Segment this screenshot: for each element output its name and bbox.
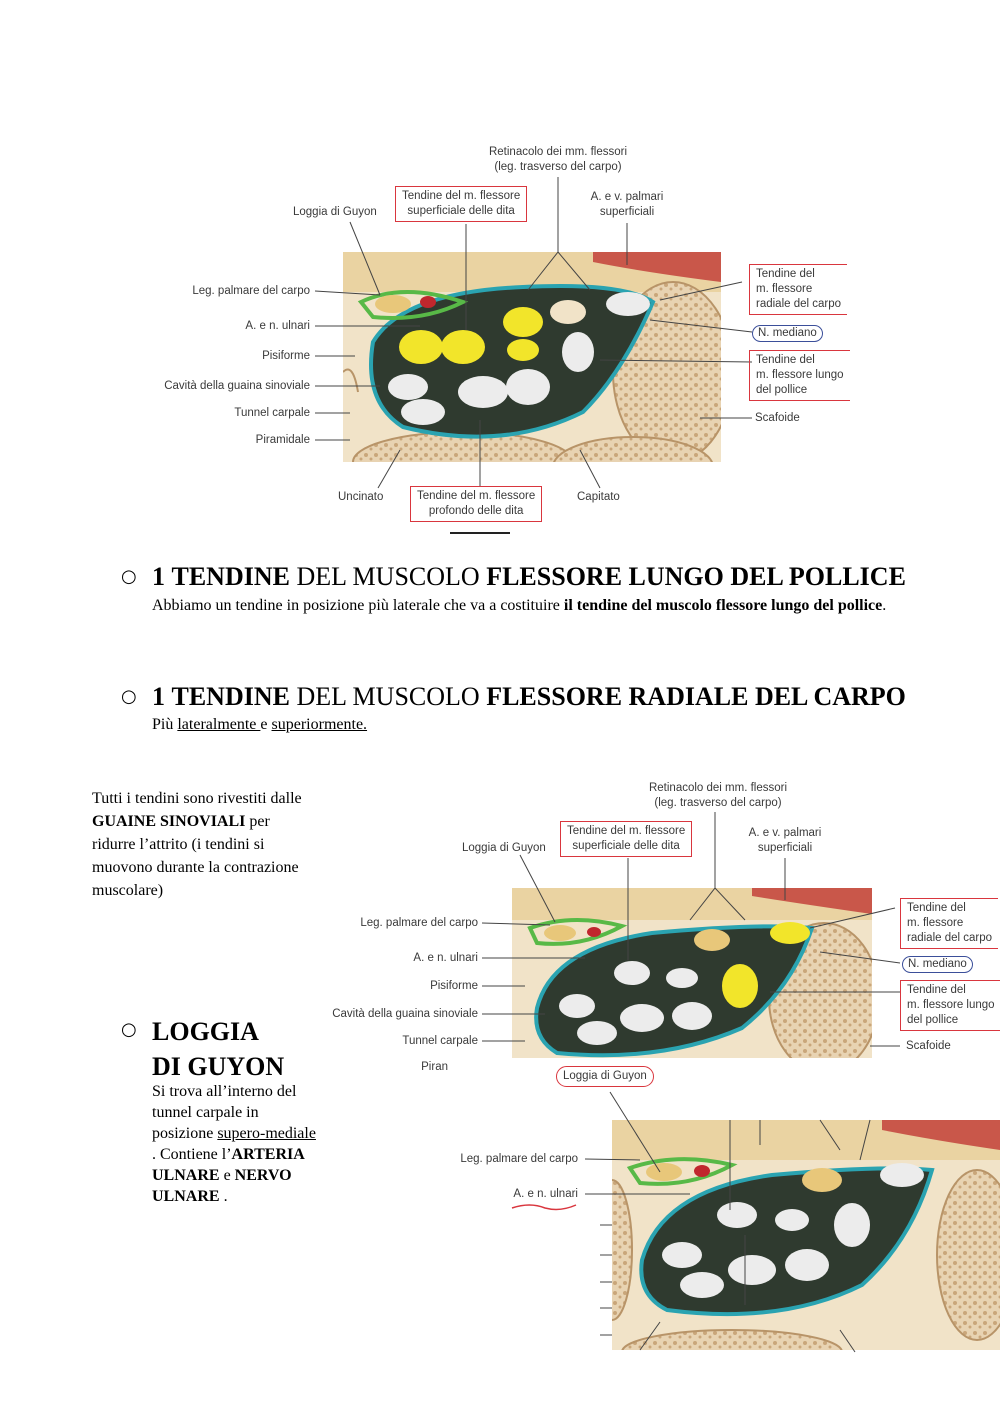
- label-n-mediano: N. mediano: [902, 956, 973, 973]
- label-av-palmari: [740, 826, 830, 856]
- label-tendine-radiale: [900, 898, 998, 949]
- label-line: superficiali: [757, 842, 813, 854]
- label-cavita: Cavità della guaina sinoviale: [164, 380, 310, 392]
- label-line: superficiale delle dita: [572, 840, 680, 852]
- label-scafoide: Scafoide: [906, 1040, 951, 1052]
- label-line: m. flessore lungo: [907, 999, 995, 1011]
- label-leg-palmare: Leg. palmare del carpo: [360, 917, 478, 929]
- label-loggia-guyon: Loggia di Guyon: [293, 206, 377, 218]
- body-text: e: [260, 716, 272, 733]
- label-line: A. e v. palmari: [748, 827, 822, 839]
- label-tendine-superficiale: [560, 821, 692, 857]
- label-tendine-radiale: [749, 264, 847, 315]
- label-line: Retinacolo dei mm. flessori: [648, 782, 788, 794]
- heading-bold: TENDINE: [171, 562, 290, 591]
- label-tunnel: Tunnel carpale: [402, 1035, 478, 1047]
- label-line: (leg. trasverso del carpo): [494, 161, 622, 173]
- label-line: radiale del carpo: [907, 932, 993, 944]
- body-underline: lateralmente: [177, 716, 261, 733]
- label-line: Tendine del: [756, 268, 815, 280]
- label-line: m. flessore: [756, 283, 813, 295]
- figure-1: [0, 0, 1000, 545]
- label-ae-ulnari: A. e n. ulnari: [413, 952, 478, 964]
- label-retinacolo: [638, 781, 798, 811]
- label-line: (leg. trasverso del carpo): [654, 797, 782, 809]
- body-text: Più: [152, 716, 178, 733]
- label-loggia-guyon: Loggia di Guyon: [462, 842, 546, 854]
- body-bold: GUAINE SINOVIALI: [92, 813, 246, 830]
- label-uncinato: Uncinato: [338, 491, 384, 503]
- label-capitato: Capitato: [577, 491, 620, 503]
- bullet-circle-icon: ○: [121, 1019, 137, 1040]
- label-cavita: Cavità della guaina sinoviale: [332, 1008, 478, 1020]
- label-piran: Piran: [421, 1061, 448, 1073]
- label-line: m. flessore: [907, 917, 964, 929]
- bullet-circle-icon: ○: [121, 566, 137, 587]
- label-line: superficiale delle dita: [407, 205, 515, 217]
- label-n-mediano: N. mediano: [752, 325, 823, 342]
- body-text: .: [882, 597, 887, 614]
- label-line: radiale del carpo: [756, 298, 842, 310]
- label-loggia-guyon-circled: Loggia di Guyon: [556, 1066, 654, 1087]
- heading-bold: FLESSORE LUNGO DEL POLLICE: [486, 562, 906, 591]
- label-line: Tendine del: [907, 984, 966, 996]
- body-underline: supero-mediale: [217, 1125, 316, 1142]
- section2-body: [152, 714, 752, 735]
- label-pisiforme: Pisiforme: [262, 350, 310, 362]
- label-tendine-pollice: [749, 350, 850, 401]
- label-line: Tendine del m. flessore: [402, 190, 521, 202]
- heading-normal: DEL MUSCOLO: [289, 682, 487, 711]
- body-text: e: [219, 1167, 235, 1184]
- heading-bold: FLESSORE RADIALE DEL CARPO: [486, 682, 906, 711]
- heading-normal: DEL MUSCOLO: [289, 562, 487, 591]
- figure-2: [0, 770, 1000, 1073]
- label-line: Retinacolo dei mm. flessori: [488, 146, 628, 158]
- figure-3: [0, 1060, 1000, 1414]
- label-line: Tendine del m. flessore: [567, 825, 686, 837]
- section2-heading: [152, 682, 906, 712]
- heading-bold: TENDINE: [171, 682, 290, 711]
- bullet-circle-icon: ○: [121, 686, 137, 707]
- body-bold: ARTERIA ULNARE: [152, 1146, 304, 1184]
- label-tunnel: Tunnel carpale: [234, 407, 310, 419]
- body-underline: superiormente.: [271, 716, 368, 733]
- leader-lines-2: [0, 770, 1000, 1070]
- label-tendine-profondo: [410, 486, 542, 522]
- label-line: profondo delle dita: [428, 505, 524, 517]
- label-scafoide: Scafoide: [755, 412, 800, 424]
- label-line: Tendine del: [907, 902, 966, 914]
- heading-number: 1: [152, 562, 165, 591]
- heading-line: LOGGIA: [152, 1017, 259, 1046]
- label-line: del pollice: [907, 1014, 959, 1026]
- label-pisiforme: Pisiforme: [430, 980, 478, 992]
- leader-lines-1: [0, 0, 1000, 545]
- leader-lines-3: [0, 1060, 1000, 1414]
- label-av-palmari: [582, 190, 672, 220]
- label-line: superficiali: [599, 206, 655, 218]
- label-line: A. e v. palmari: [590, 191, 664, 203]
- label-retinacolo: [478, 145, 638, 175]
- label-leg-palmare: Leg. palmare del carpo: [192, 285, 310, 297]
- label-line: Tendine del: [756, 354, 815, 366]
- body-text: Si trova all’interno del tunnel carpale in posizione: [152, 1083, 297, 1142]
- body-text: Tutti i tendini sono rivestiti dalle: [92, 790, 302, 807]
- body-text: .: [219, 1188, 228, 1205]
- label-line: m. flessore lungo: [756, 369, 844, 381]
- body-text: . Contiene l’: [152, 1146, 232, 1163]
- section1-body: [152, 595, 952, 616]
- section1-heading: [152, 562, 906, 592]
- body-text: per ridurre l’attrito (i tendini si muovono durante la contrazione muscolare): [92, 813, 299, 899]
- label-ae-ulnari: A. e n. ulnari: [513, 1188, 578, 1200]
- label-tendine-superficiale: [395, 186, 527, 222]
- label-ae-ulnari: A. e n. ulnari: [245, 320, 310, 332]
- heading-number: 1: [152, 682, 165, 711]
- label-leg-palmare: Leg. palmare del carpo: [460, 1153, 578, 1165]
- label-line: del pollice: [756, 384, 808, 396]
- body-bold: il tendine del muscolo flessore lungo del pollice: [563, 597, 883, 614]
- label-line: Tendine del m. flessore: [417, 490, 536, 502]
- label-tendine-pollice: [900, 980, 1000, 1031]
- body-text: Abbiamo un tendine in posizione più laterale che va a costituire: [152, 597, 564, 614]
- body-bold: NERVO ULNARE: [152, 1167, 292, 1205]
- label-piramidale: Piramidale: [255, 434, 310, 446]
- heading-line: DI GUYON: [152, 1052, 285, 1081]
